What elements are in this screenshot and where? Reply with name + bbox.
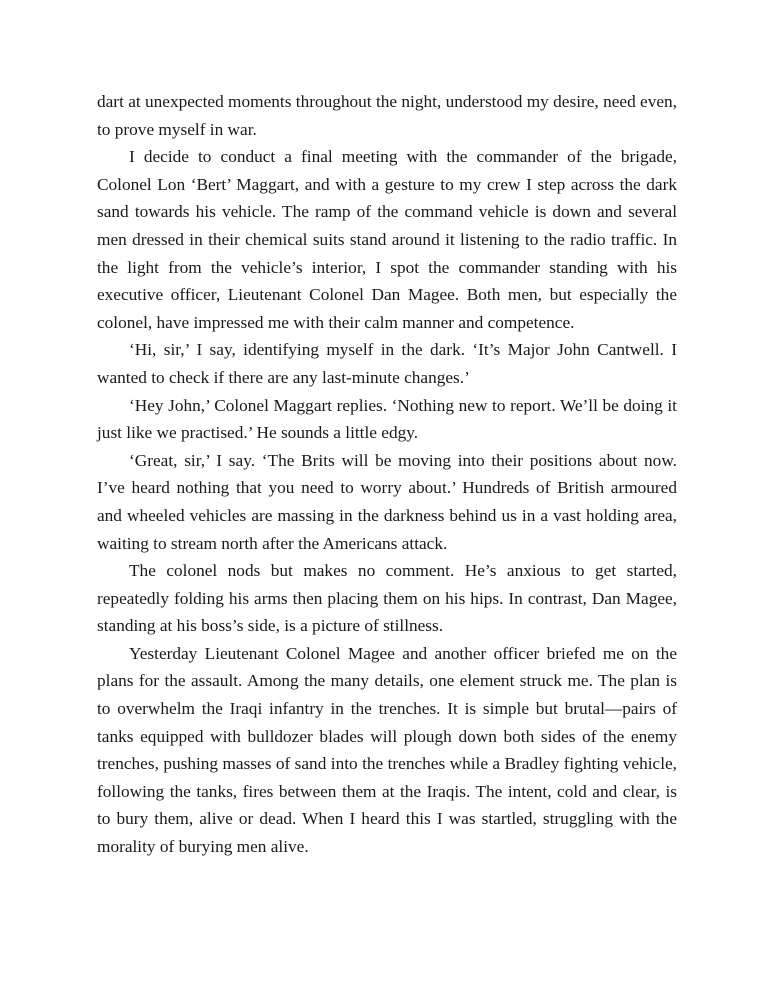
paragraph-final-meeting: I decide to conduct a final meeting with the commander of the brigade, Colonel Lon ‘Bert’ Maggart, and with a gesture to my crew I step across the dark sand towards his vehicle. The ramp of the command vehicle is down and several men dressed in their chemical suits stand around it listening to the radio traffic. In the light from the vehicle’s interior, I spot the commander standing with his executive officer, Lieutenant Colonel Dan Magee. Both men, but especially the colonel, have impressed me with their calm manner and competence. <box>97 147 677 332</box>
paragraph-brits-positions: ‘Great, sir,’ I say. ‘The Brits will be moving into their positions about now. I’ve heard nothing that you need to worry about.’ Hundreds of British armoured and wheeled vehicles are massing in the darkness behind us in a vast holding area, waiting to stream north after the Americans attack. <box>97 450 677 553</box>
book-page-body <box>97 88 677 861</box>
paragraph-continuation: dart at unexpected moments throughout the night, understood my desire, need even, to prove myself in war. <box>97 92 677 139</box>
paragraph-maggart-reply: ‘Hey John,’ Colonel Maggart replies. ‘Nothing new to report. We’ll be doing it just like we practised.’ He sounds a little edgy. <box>97 395 677 443</box>
paragraph-assault-plan: Yesterday Lieutenant Colonel Magee and another officer briefed me on the plans for the assault. Among the many details, one element struck me. The plan is to overwhelm the Iraqi infantry in the trenches. It is simple but brutal—pairs of tanks equipped with bulldozer blades will plough down both sides of the enemy trenches, pushing masses of sand into the trenches while a Bradley fighting vehicle, following the tanks, fires between them at the Iraqis. The intent, cold and clear, is to bury them, alive or dead. When I heard this I was startled, struggling with the morality of burying men alive. <box>97 643 677 857</box>
paragraph-colonel-nods: The colonel nods but makes no comment. He’s anxious to get started, repeatedly folding his arms then placing them on his hips. In contrast, Dan Magee, standing at his boss’s side, is a picture of stillness. <box>97 561 677 636</box>
paragraph-greeting: ‘Hi, sir,’ I say, identifying myself in the dark. ‘It’s Major John Cantwell. I wanted to check if there are any last-minute changes.’ <box>97 340 677 387</box>
